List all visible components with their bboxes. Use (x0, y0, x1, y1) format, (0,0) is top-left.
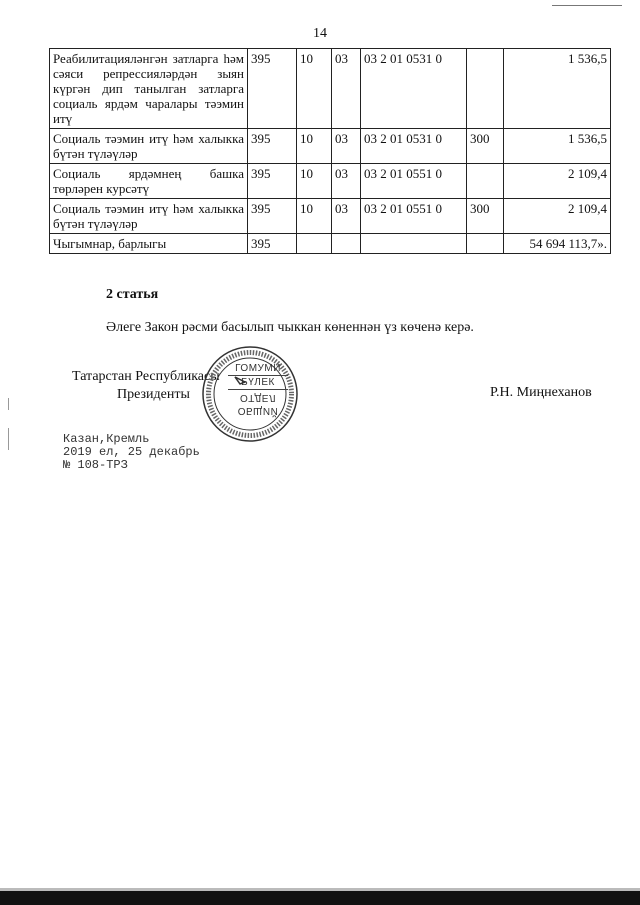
row-rz: 10 (297, 129, 332, 164)
row-pr: 03 (332, 199, 361, 234)
seal-line4: ОБЩИЙ (237, 405, 279, 416)
row-vr (467, 49, 504, 129)
table-row-total (50, 234, 611, 254)
scan-edge-mark (552, 5, 622, 6)
row-csr: 03 2 01 0551 0 (361, 164, 467, 199)
row-vr: 300 (467, 129, 504, 164)
row-name: Социаль тәэмин итү һәм халыкка бүтән түләүләр (50, 199, 248, 234)
seal-line2: БҮЛЕК (228, 377, 288, 390)
row-pr: 03 (332, 164, 361, 199)
row-sum: 54 694 113,7». (504, 234, 611, 254)
row-csr (361, 234, 467, 254)
row-sum: 1 536,5 (504, 129, 611, 164)
row-sum: 2 109,4 (504, 164, 611, 199)
signatory-name: Р.Н. Миңнеханов (490, 385, 592, 400)
row-rz: 10 (297, 199, 332, 234)
row-pr (332, 234, 361, 254)
row-pr: 03 (332, 129, 361, 164)
row-rz: 10 (297, 49, 332, 129)
row-csr: 03 2 01 0531 0 (361, 49, 467, 129)
row-rz: 10 (297, 164, 332, 199)
row-ved: 395 (248, 49, 297, 129)
page-number: 14 (313, 26, 327, 41)
seal-text (228, 363, 288, 417)
law-number: № 108-ТРЗ (63, 458, 128, 472)
row-name: Чыгымнар, барлыгы (50, 234, 248, 254)
row-ved: 395 (248, 129, 297, 164)
article-text: Әлеге Закон рәсми басылып чыккан көненнән үз көченә керә. (106, 320, 474, 335)
budget-table (49, 48, 611, 254)
row-name: Социаль ярдәмнең башка төрләрен курсәтү (50, 164, 248, 199)
signatory-position-line1: Татарстан Республикасы (72, 369, 220, 384)
row-name: Социаль тәэмин итү һәм халыкка бүтән түләүләр (50, 129, 248, 164)
scan-edge-mark (8, 428, 9, 450)
row-vr: 300 (467, 199, 504, 234)
row-vr (467, 164, 504, 199)
signatory-position-line2: Президенты (117, 387, 190, 402)
row-rz (297, 234, 332, 254)
table-row (50, 199, 611, 234)
signatory-position (72, 368, 220, 404)
place: Казан,Кремль (63, 432, 150, 446)
row-sum: 1 536,5 (504, 49, 611, 129)
scan-edge-mark (8, 398, 9, 410)
seal-line3: ОТДЕЛ (239, 392, 277, 403)
row-csr: 03 2 01 0531 0 (361, 129, 467, 164)
place-date-number (63, 433, 200, 472)
row-vr (467, 234, 504, 254)
table-row (50, 129, 611, 164)
scan-bottom-bar (0, 891, 640, 905)
seal-line1: ГОМУМИ (228, 363, 288, 376)
date: 2019 ел, 25 декабрь (63, 445, 200, 459)
row-ved: 395 (248, 234, 297, 254)
table-row (50, 49, 611, 129)
row-ved: 395 (248, 199, 297, 234)
table-row (50, 164, 611, 199)
row-name: Реабилитацияләнгән затларга һәм сәяси репрессияләрдән зыян күргән дип танылган затларга социаль ярдәм чаралары тәэмин итү (50, 49, 248, 129)
row-ved: 395 (248, 164, 297, 199)
row-pr: 03 (332, 49, 361, 129)
article-title: 2 статья (106, 287, 159, 302)
row-csr: 03 2 01 0551 0 (361, 199, 467, 234)
row-sum: 2 109,4 (504, 199, 611, 234)
